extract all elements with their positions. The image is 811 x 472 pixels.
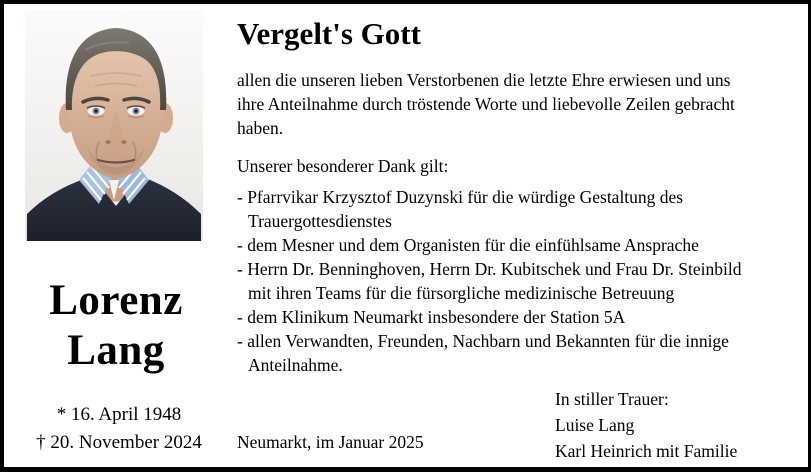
thanks-item	[237, 233, 762, 257]
intro-paragraph: allen die unseren lieben Verstorbenen die letzte Ehre erwiesen und uns ihre Anteilnahme durch tröstende Worte und liebevolle Zeilen gebracht haben.	[237, 70, 735, 138]
mourner-name: Karl Heinrich mit Familie	[555, 441, 738, 461]
life-dates	[4, 401, 234, 457]
birth-date: * 16. April 1948	[56, 404, 182, 425]
dash-bullet: -	[237, 187, 248, 207]
deceased-last-name: Lang	[67, 327, 165, 374]
dash-bullet: -	[237, 259, 248, 279]
thanks-list	[237, 185, 762, 377]
mourners-list	[555, 412, 737, 464]
dash-bullet: -	[237, 307, 248, 327]
thanks-item	[237, 257, 762, 305]
mourning-block	[555, 386, 737, 464]
thanks-item-text: Herrn Dr. Benninghoven, Herrn Dr. Kubitschek und Frau Dr. Steinbild mit ihren Teams für die fürsorgliche medizinische Betreuung	[247, 259, 742, 303]
thanks-item	[237, 329, 762, 377]
thanks-item-text: dem Mesner und dem Organisten für die einfühlsame Ansprache	[247, 235, 699, 255]
deceased-name	[4, 276, 228, 376]
portrait-photo-svg	[25, 10, 203, 241]
thanks-item	[237, 305, 762, 329]
notice-title: Vergelt's Gott	[237, 16, 421, 51]
thanks-item-text: allen Verwandten, Freunden, Nachbarn und Bekannten für die innige Anteilnahme.	[247, 331, 729, 375]
dash-bullet: -	[237, 235, 248, 255]
thanks-item-text: dem Klinikum Neumarkt insbesondere der Station 5A	[247, 307, 626, 327]
portrait-photo	[25, 10, 203, 241]
death-date: † 20. November 2024	[36, 432, 202, 453]
deceased-first-name: Lorenz	[49, 277, 183, 324]
thanks-heading: Unserer besonderer Dank gilt:	[237, 156, 449, 176]
place-date: Neumarkt, im Januar 2025	[237, 432, 424, 452]
thanks-item-text: Pfarrvikar Krzysztof Duzynski für die würdige Gestaltung des Trauergottesdienstes	[247, 187, 684, 231]
mourner-name: Luise Lang	[555, 415, 635, 435]
mourning-heading: In stiller Trauer:	[555, 389, 669, 409]
thanks-item	[237, 185, 762, 233]
dash-bullet: -	[237, 331, 248, 351]
